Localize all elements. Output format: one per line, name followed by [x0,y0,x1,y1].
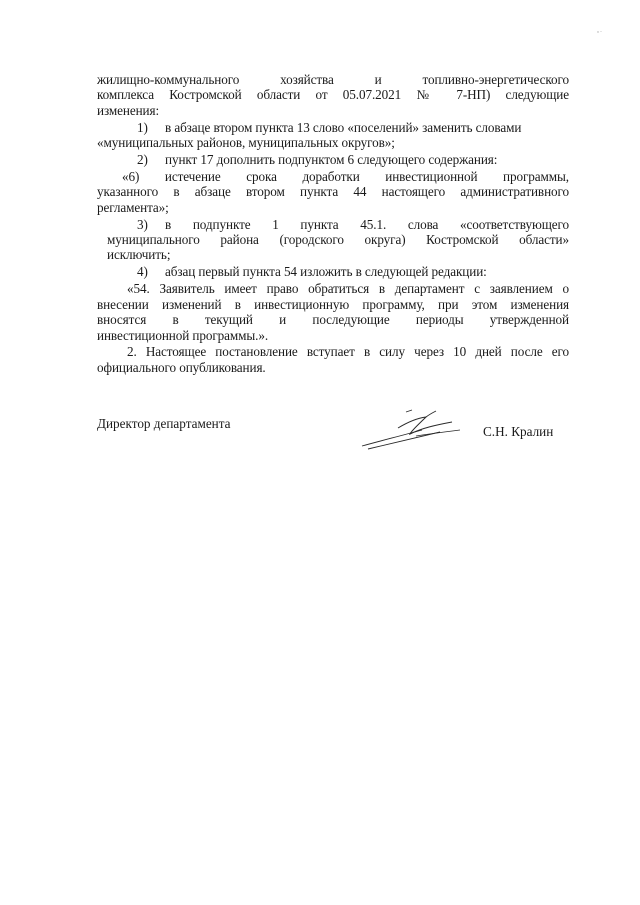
text-line: инвестиционной программы.». [97,327,269,343]
document-body [97,72,569,375]
paragraph-intro [97,72,569,118]
scan-speck [596,30,604,34]
text-line: «54. Заявитель имеет право обратиться в департамент с заявлением о [127,281,569,297]
text-line: исключить; [107,247,171,263]
handwritten-signature [360,408,470,453]
text-line: пункт 17 дополнить подпунктом 6 следующего содержания: [165,152,498,168]
item-number: 1) [137,119,148,135]
list-item-2 [97,152,569,167]
text-line: «муниципальных районов, муниципальных округов»; [97,135,395,151]
clause-2 [97,344,569,375]
signatory-title: Директор департамента [97,416,231,431]
text-line: официального опубликования. [97,359,266,375]
signatory-name: С.Н. Кралин [483,424,554,439]
item-number: 2) [137,152,148,168]
list-item-3 [97,217,569,263]
text-line: указанного в абзаце втором пункта 44 настоящего административного [97,184,569,200]
text-line: вносятся в текущий и последующие периоды утвержденной [97,312,569,328]
text-line: изменения: [97,102,160,118]
text-line: абзац первый пункта 54 изложить в следующей редакции: [165,264,487,280]
text-line: муниципального района (городского округа) Костромской области» [107,232,569,248]
text-line: в абзаце втором пункта 13 слово «поселений» заменить словами [165,119,522,135]
list-item-1 [97,120,569,151]
quoted-subpoint [97,169,569,215]
text-line: комплекса Костромской области от 05.07.2021 № 7-НП) следующие [97,87,569,103]
text-line: в подпункте 1 пункта 45.1. слова «соответствующего [165,216,569,232]
item-number: 4) [137,264,148,280]
list-item-4 [97,264,569,279]
item-number: 3) [137,216,148,232]
quoted-paragraph-54 [97,281,569,343]
text-line: внесении изменений в инвестиционную программу, при этом изменения [97,296,569,312]
text-line: жилищно-коммунального хозяйства и топливно-энергетического [97,72,569,87]
text-line: 2. Настоящее постановление вступает в силу через 10 дней после его [127,344,569,360]
text-line: регламента»; [97,199,169,215]
text-line: «6) истечение срока доработки инвестиционной программы, [122,168,569,184]
